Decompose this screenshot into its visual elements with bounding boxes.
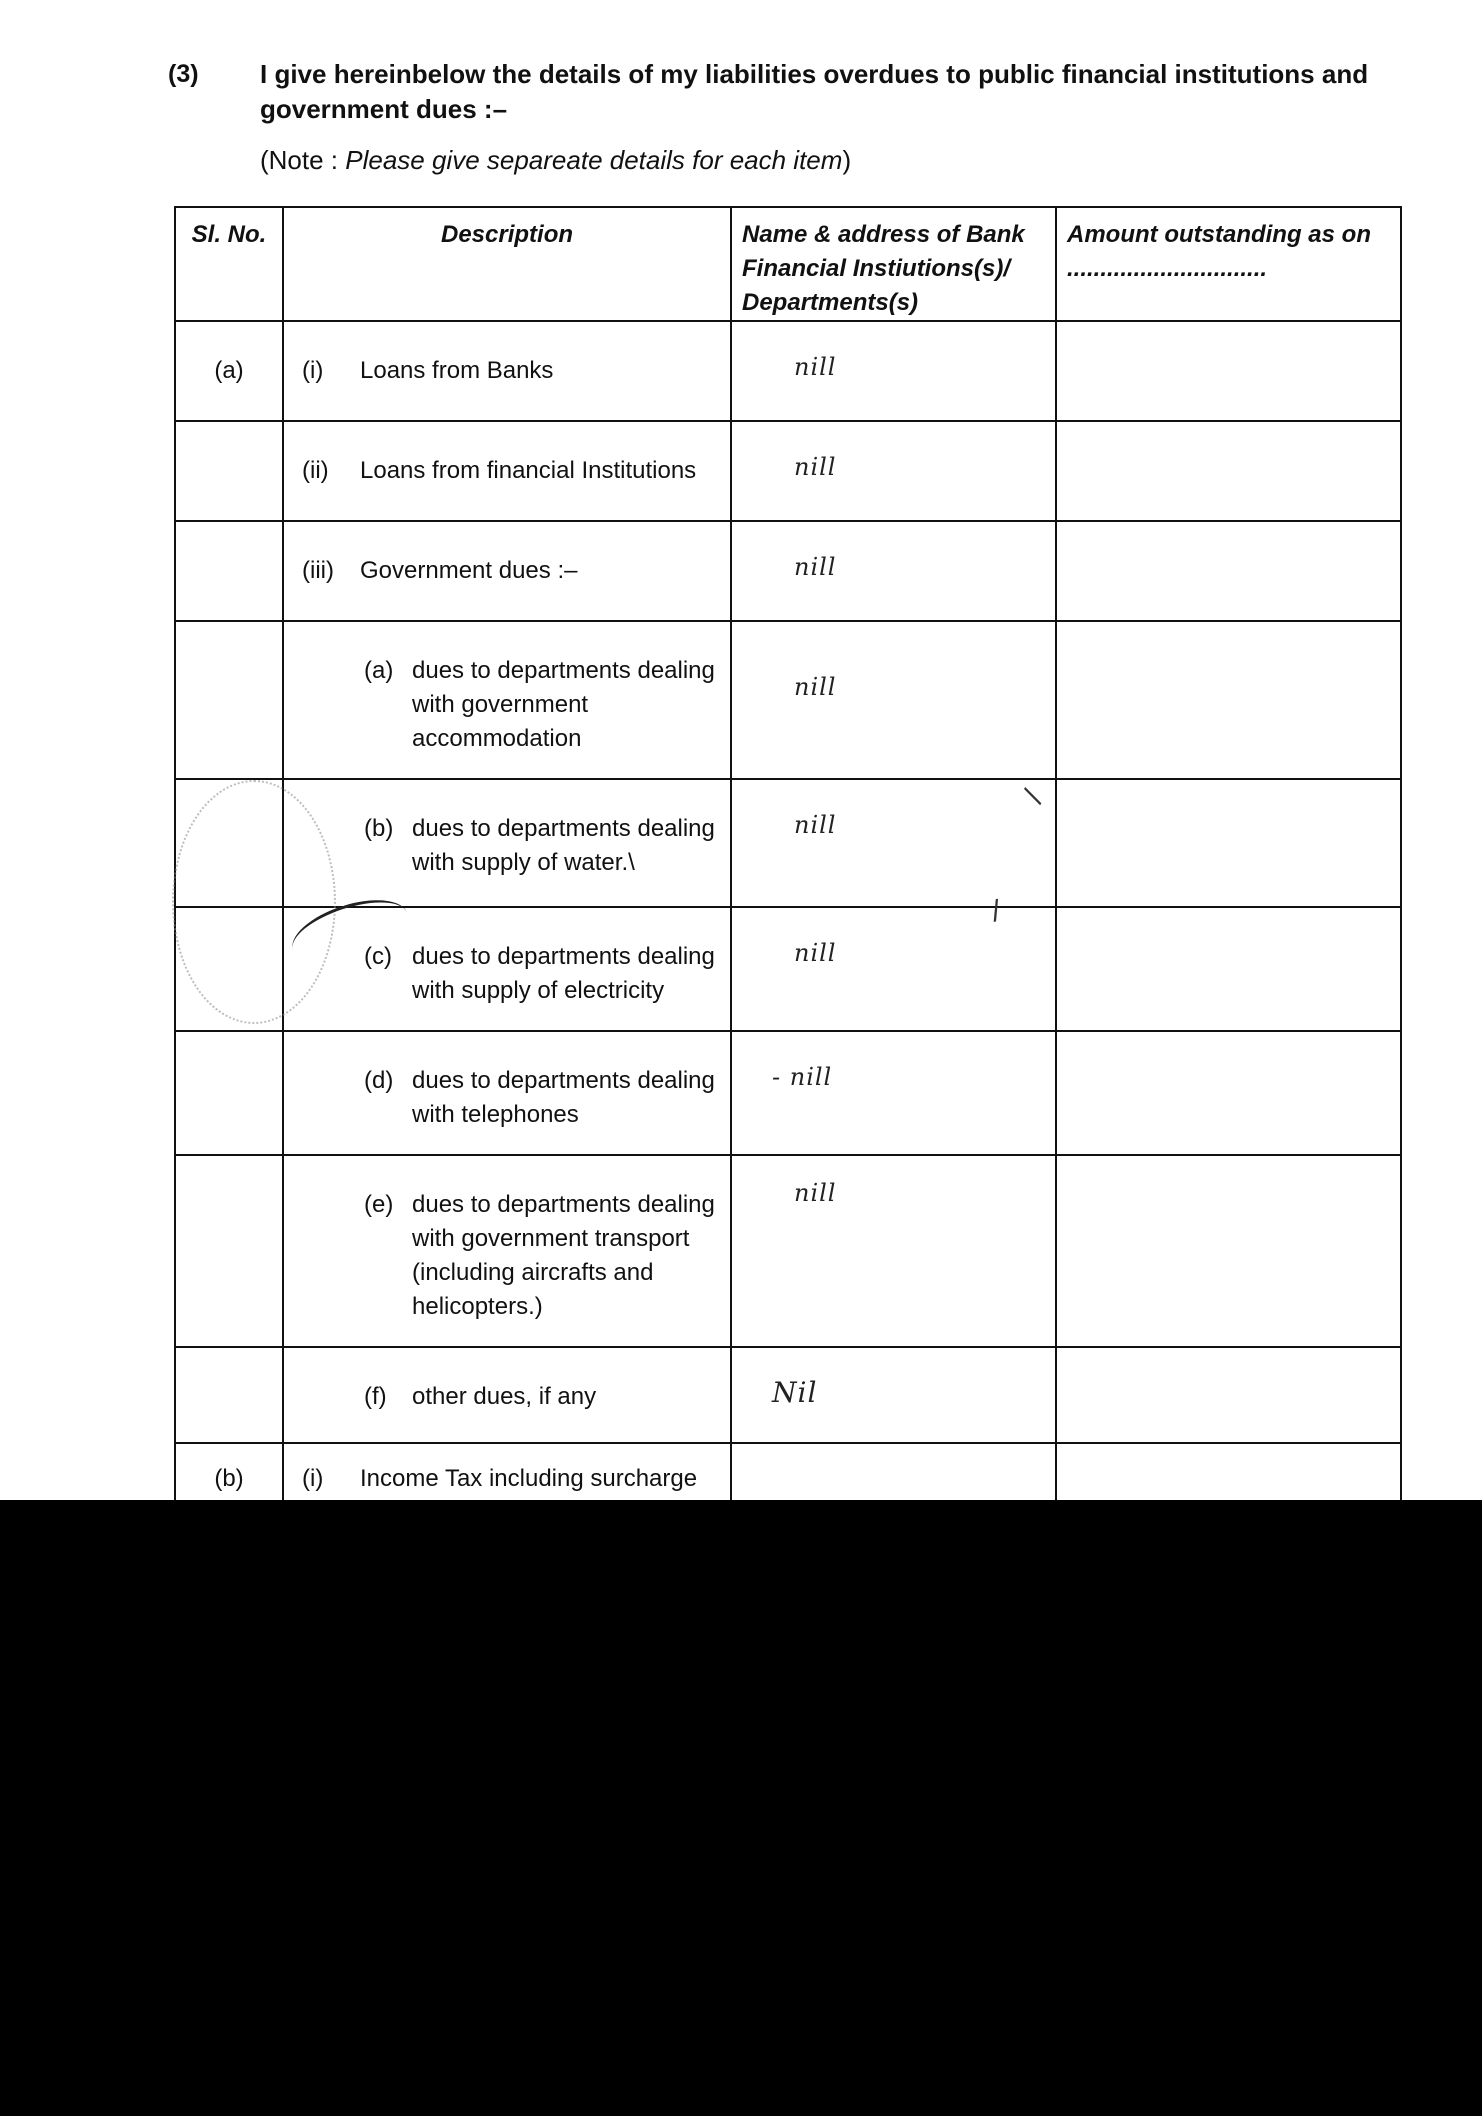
row-amount (1056, 421, 1401, 521)
note-close: ) (842, 145, 852, 175)
header-amount: Amount outstanding as on .............................. (1056, 207, 1401, 321)
row-amount (1056, 779, 1401, 907)
faded-stamp (172, 780, 336, 1024)
row-roman: (i) (302, 1465, 324, 1492)
header-description: Description (283, 207, 731, 321)
row-description (283, 1155, 731, 1347)
header-sl-no: Sl. No. (175, 207, 283, 321)
row-text: dues to departments dealing with telephones (412, 1067, 715, 1128)
row-letter: (c) (364, 943, 392, 970)
row-letter: (b) (364, 815, 394, 842)
row-description (283, 521, 731, 621)
row-handwritten-value: nill (731, 521, 1056, 621)
row-sl (175, 621, 283, 779)
row-handwritten-value: nill (731, 321, 1056, 421)
row-handwritten-value: nill (731, 907, 1056, 1031)
pen-stroke-mark: / (989, 894, 1004, 929)
row-description (283, 621, 731, 779)
row-handwritten-value: - nill (731, 1031, 1056, 1155)
row-sl (175, 1155, 283, 1347)
header-name-address: Name & address of Bank Financial Instiutions(s)/ Departments(s) (731, 207, 1056, 321)
row-letter: (d) (364, 1067, 394, 1094)
row-text: other dues, if any (412, 1383, 597, 1410)
row-text: Government dues :– (360, 557, 578, 584)
row-amount (1056, 321, 1401, 421)
row-text: dues to departments dealing with supply of electricity (412, 943, 715, 1004)
row-handwritten-value: nill (731, 1155, 1056, 1347)
table-row (175, 1155, 1401, 1347)
row-amount (1056, 1155, 1401, 1347)
row-text: Income Tax including surcharge (360, 1465, 698, 1492)
row-sl (175, 421, 283, 521)
row-letter: (e) (364, 1191, 394, 1218)
row-text: dues to departments dealing with government accommodation (412, 657, 715, 752)
row-amount (1056, 1031, 1401, 1155)
row-description (283, 779, 731, 907)
note-line (260, 145, 851, 176)
row-sl (175, 1347, 283, 1443)
table-row (175, 321, 1401, 421)
row-handwritten-value: Nil (731, 1347, 1056, 1443)
table-row (175, 1347, 1401, 1443)
table-row (175, 779, 1401, 907)
row-amount (1056, 1347, 1401, 1443)
row-text: dues to departments dealing with supply of water.\ (412, 815, 715, 876)
row-handwritten-value: nill (731, 421, 1056, 521)
row-sl (175, 521, 283, 621)
row-description (283, 321, 731, 421)
table-row (175, 1031, 1401, 1155)
row-amount (1056, 907, 1401, 1031)
row-text: Loans from financial Institutions (360, 457, 697, 484)
row-amount (1056, 621, 1401, 779)
table-row (175, 521, 1401, 621)
row-handwritten-value: nill (731, 779, 1056, 907)
table-row (175, 421, 1401, 521)
pen-stroke-mark: / (1017, 784, 1051, 809)
row-description (283, 421, 731, 521)
row-text: Loans from Banks (360, 357, 554, 384)
row-handwritten-value: nill (731, 621, 1056, 779)
note-text: Please give separeate details for each item (345, 145, 843, 175)
table-header-row (175, 207, 1401, 321)
row-amount (1056, 521, 1401, 621)
row-roman: (ii) (302, 457, 329, 484)
blacked-out-region (0, 1500, 1482, 2116)
liabilities-table (174, 206, 1402, 1564)
row-description (283, 1031, 731, 1155)
row-sl (175, 1031, 283, 1155)
section-number: (3) (168, 60, 199, 88)
row-roman: (i) (302, 357, 324, 384)
row-description (283, 1347, 731, 1443)
row-letter: (f) (364, 1383, 387, 1410)
row-roman: (iii) (302, 557, 334, 584)
section-intro: I give hereinbelow the details of my liabilities overdues to public financial institutions and government dues :– (260, 59, 1369, 124)
row-sl: (a) (175, 321, 283, 421)
row-sl: (b) (175, 1443, 283, 1563)
note-open: (Note : (260, 145, 346, 175)
row-text: dues to departments dealing with government transport (including aircrafts and helicopters.) (412, 1191, 715, 1320)
table-row (175, 621, 1401, 779)
row-letter: (a) (364, 657, 394, 684)
